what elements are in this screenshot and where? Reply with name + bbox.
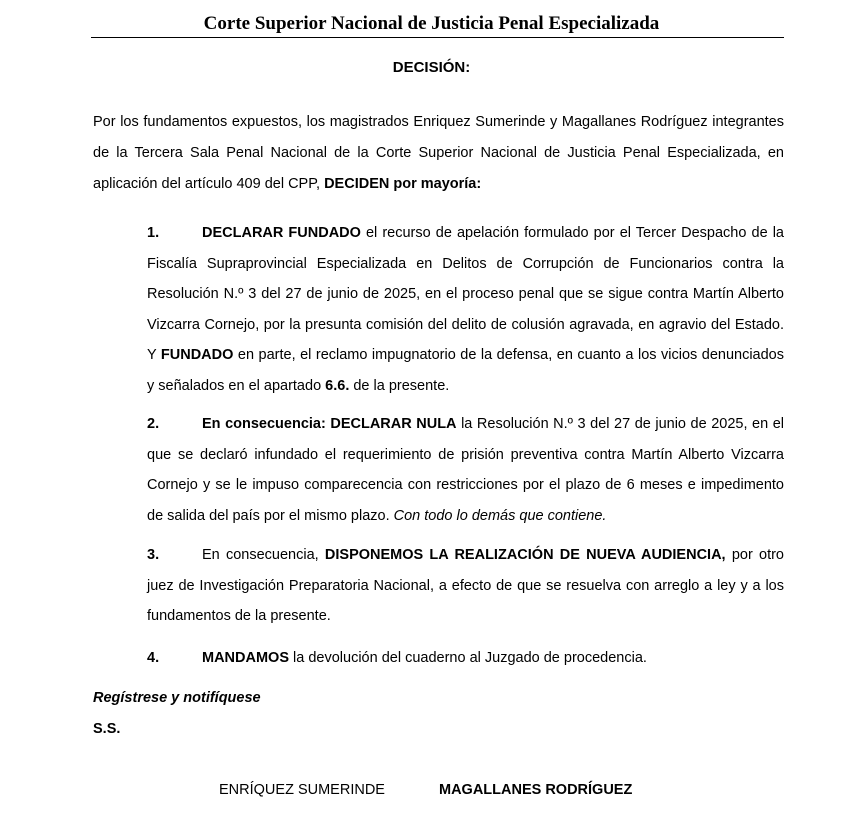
item-text: la Resolución N.º 3 del 27 de junio de 2025, en el que se declaró infundado el requerimiento de prisión preventiva contra Martín Alberto Vizcarra Cornejo y se le impuso comparecencia con restricciones por el plazo de 6 meses e impedimento de salida del país por el mismo plazo. — [147, 416, 785, 524]
item-italic: Con todo lo demás que contiene. — [393, 507, 607, 524]
closing-line: Regístrese y notifíquese — [93, 690, 261, 706]
decision-item-1 — [147, 218, 784, 401]
item-number: 4. — [147, 650, 160, 666]
item-bold-fundado: FUNDADO — [160, 347, 234, 363]
item-bold-audiencia: DISPONEMOS LA REALIZACIÓN DE NUEVA AUDIENCIA, — [324, 547, 726, 563]
header-divider — [91, 37, 784, 38]
intro-paragraph — [93, 107, 784, 200]
signature-enriquez: ENRÍQUEZ SUMERINDE — [219, 782, 385, 798]
item-lead-bold: DECLARAR FUNDADO — [202, 225, 361, 241]
decision-item-4 — [147, 643, 784, 674]
item-lead-bold: En consecuencia: DECLARAR NULA — [202, 416, 457, 432]
item-text: el recurso de apelación formulado por el Tercer Despacho de la Fiscalía Supraprovincial Especializada en Delitos de Corrupción de Funcionarios contra la Resolución N.º 3 del 27 de junio de 2025, en el proceso penal que se sigue contra Martín Alberto Vizcarra Cornejo, por la presunta comisión del delito de colusión agravada, en agravio del Estado. Y — [147, 225, 784, 363]
item-text: de la presente. — [349, 377, 450, 394]
item-number: 3. — [147, 547, 160, 563]
court-header-title: Corte Superior Nacional de Justicia Penal Especializada — [203, 13, 660, 34]
item-text: En consecuencia, — [202, 547, 325, 563]
ss-abbreviation: S.S. — [93, 721, 121, 737]
item-bold-section: 6.6. — [325, 377, 350, 394]
decision-item-2 — [147, 409, 784, 531]
item-text: en parte, el reclamo impugnatorio de la defensa, en cuanto a los vicios denunciados y señalados en el apartado — [147, 347, 784, 394]
item-lead-bold: MANDAMOS — [202, 650, 289, 666]
decision-heading: DECISIÓN: — [392, 59, 471, 76]
intro-bold-decision: DECIDEN por mayoría: — [324, 176, 482, 192]
item-number: 2. — [147, 416, 160, 432]
intro-text: Por los fundamentos expuestos, los magistrados Enriquez Sumerinde y Magallanes Rodríguez integrantes de la Tercera Sala Penal Nacional de la Corte Superior Nacional de Justicia Penal Especializada, en aplicación del artículo 409 del CPP, — [93, 114, 784, 192]
decision-item-3 — [147, 540, 784, 632]
item-text: por otro juez de Investigación Preparatoria Nacional, a efecto de que se resuelva con arreglo a ley y a los fundamentos de la presente. — [147, 547, 784, 624]
signature-magallanes: MAGALLANES RODRÍGUEZ — [439, 782, 633, 798]
item-text: la devolución del cuaderno al Juzgado de procedencia. — [289, 650, 647, 666]
item-number: 1. — [147, 225, 160, 241]
